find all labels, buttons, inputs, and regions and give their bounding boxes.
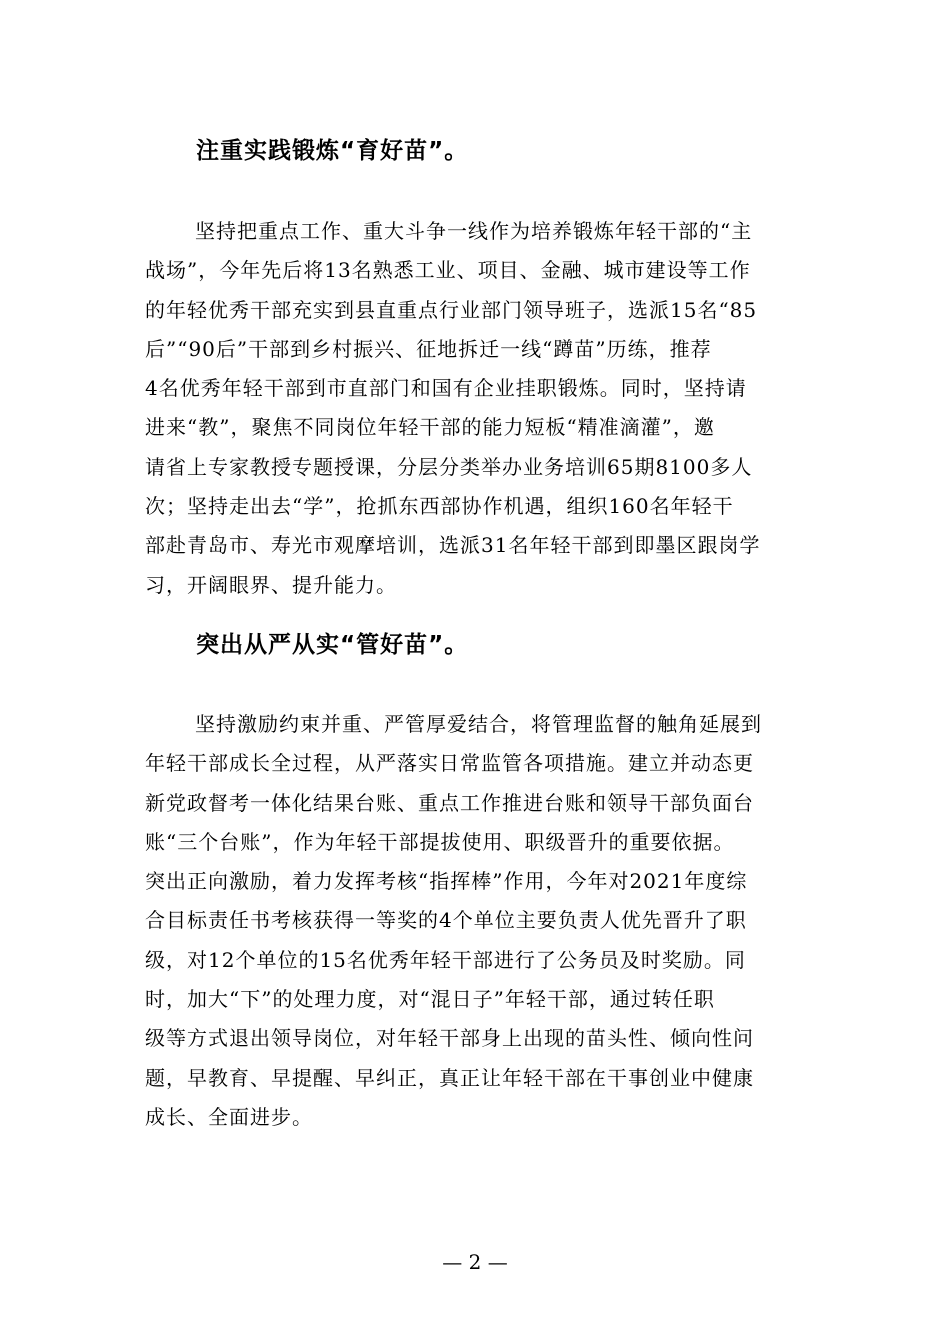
paragraph-line: 合目标责任书考核获得一等奖的4个单位主要负责人优先晋升了职 [145,908,747,933]
paragraph-practice [145,212,810,605]
paragraph-line: 坚持激励约束并重、严管厚爱结合，将管理监督的触角延展到 [195,712,762,736]
paragraph-line: 题，早教育、早提醒、早纠正，真正让年轻干部在干事创业中健康 [145,1065,754,1090]
paragraph-line: 时，加大“下”的处理力度，对“混日子”年轻干部，通过转任职 [145,987,715,1012]
paragraph-line: 级，对12个单位的15名优秀年轻干部进行了公务员及时奖励。同 [145,947,746,972]
paragraph-line: 战场”，今年先后将13名熟悉工业、项目、金融、城市建设等工作 [145,258,751,283]
paragraph-line: 次；坚持走出去“学”，抢抓东西部协作机遇，组织160名年轻干 [145,494,734,519]
paragraph-line: 进来“教”，聚焦不同岗位年轻干部的能力短板“精准滴灌”，邀 [145,415,715,440]
paragraph-line: 年轻干部成长全过程，从严落实日常监管各项措施。建立并动态更 [145,751,754,776]
paragraph-management [145,705,810,1137]
paragraph-line: 习，开阔眼界、提升能力。 [145,572,397,597]
section-heading-practice: 注重实践锻炼“育好苗”。 [196,138,469,164]
paragraph-line: 坚持把重点工作、重大斗争一线作为培养锻炼年轻干部的“主 [195,219,753,243]
paragraph-line: 请省上专家教授专题授课，分层分类举办业务培训65期8100多人 [145,454,753,479]
paragraph-line: 成长、全面进步。 [145,1104,313,1129]
paragraph-line: 后”“90后”干部到乡村振兴、征地拆迁一线“蹲苗”历练，推荐 [145,336,712,361]
paragraph-line: 新党政督考一体化结果台账、重点工作推进台账和领导干部负面台 [145,790,754,815]
paragraph-line: 级等方式退出领导岗位，对年轻干部身上出现的苗头性、倾向性问 [145,1026,754,1051]
paragraph-line: 4名优秀年轻干部到市直部门和国有企业挂职锻炼。同时，坚持请 [145,376,747,401]
paragraph-line: 部赴青岛市、寿光市观摩培训，选派31名年轻干部到即墨区跟岗学 [145,533,761,558]
section-heading-management: 突出从严从实“管好苗”。 [196,632,469,658]
page-number: — 2 — [442,1250,508,1274]
paragraph-line: 突出正向激励，着力发挥考核“指挥棒”作用，今年对2021年度综 [145,869,748,894]
paragraph-line: 的年轻优秀干部充实到县直重点行业部门领导班子，选派15名“85 [145,297,758,322]
paragraph-line: 账“三个台账”，作为年轻干部提拔使用、职级晋升的重要依据。 [145,829,735,854]
